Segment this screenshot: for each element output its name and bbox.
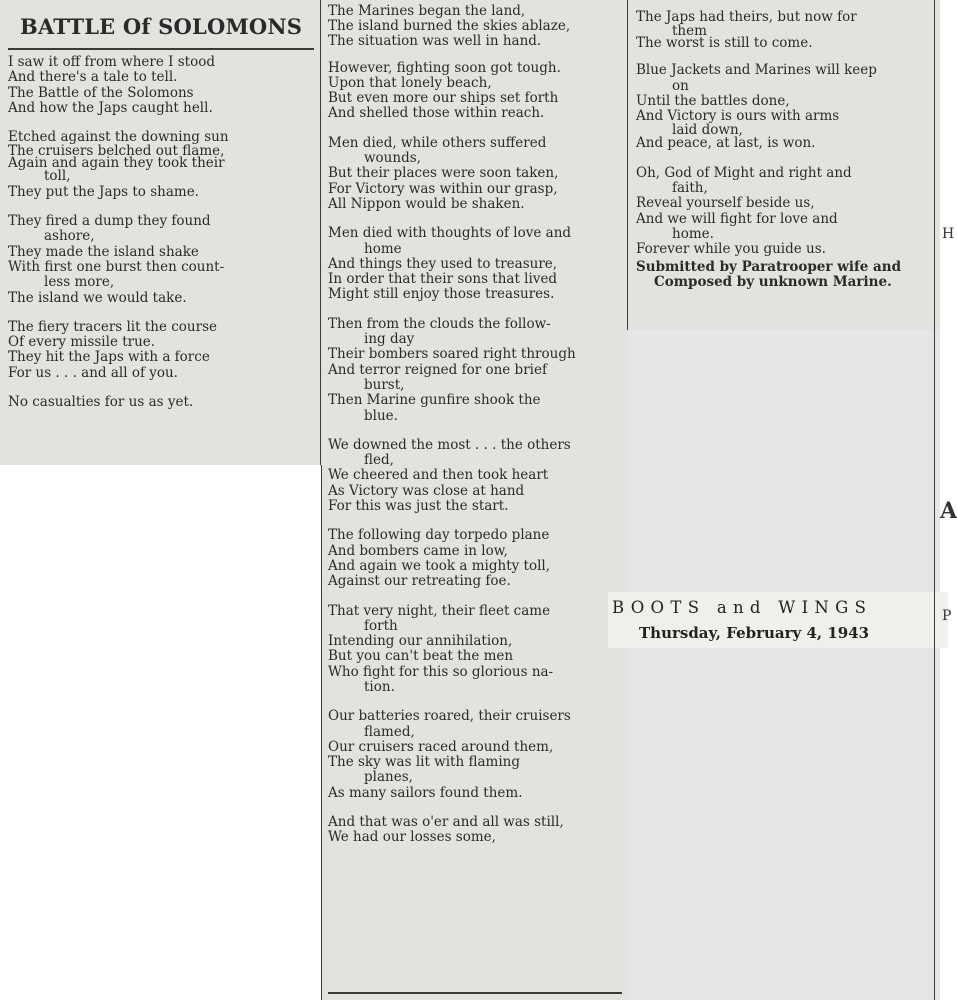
column-rule	[627, 0, 628, 330]
poem-column-1	[0, 0, 322, 465]
poem-line: I saw it off from where I stood	[8, 54, 216, 70]
poem-line: And that was o'er and all was still,	[328, 814, 564, 831]
poem-line: However, fighting soon got tough.	[328, 59, 561, 76]
poem-line: forth	[364, 617, 398, 634]
poem-line: Blue Jackets and Marines will keep	[636, 62, 877, 79]
poem-line: For us . . . and all of you.	[8, 364, 178, 381]
poem-line: And things they used to treasure,	[328, 255, 558, 272]
poem-line: Their bombers soared right through	[328, 346, 576, 363]
poem-line: Etched against the downing sun	[8, 129, 229, 146]
stanza	[328, 815, 576, 846]
poem-line: The cruisers belched out flame,	[8, 143, 225, 160]
newspaper-date: Thursday, February 4, 1943	[639, 624, 870, 642]
stanza	[8, 395, 229, 410]
poem-line: For Victory was within our grasp,	[328, 180, 558, 197]
column-3-text	[636, 10, 901, 290]
stanza	[328, 4, 576, 47]
poem-line: Forever while you guide us.	[636, 241, 826, 258]
poem-line: blue.	[364, 407, 398, 424]
stanza	[8, 130, 229, 200]
poem-line: We had our losses some,	[328, 829, 496, 846]
poem-line: Then Marine gunfire shook the	[328, 392, 541, 409]
poem-line: With first one burst then count-	[8, 258, 225, 275]
poem-line: The worst is still to come.	[636, 35, 813, 52]
poem-line: The Marines began the land,	[328, 3, 526, 19]
poem-line: That very night, their fleet came	[328, 602, 551, 619]
stanza	[636, 9, 901, 52]
stanza	[328, 438, 576, 514]
edge-letter: P	[942, 608, 952, 624]
stanza	[636, 166, 901, 258]
poem-line: Until the battles done,	[636, 92, 790, 109]
poem-line: The sky was lit with flaming	[328, 754, 520, 771]
poem-line: The fiery tracers lit the course	[8, 318, 217, 335]
stanza	[8, 320, 229, 381]
poem-line: Upon that lonely beach,	[328, 74, 492, 91]
poem-line: In order that their sons that lived	[328, 271, 558, 288]
stanza	[328, 604, 576, 696]
stanza	[328, 226, 576, 302]
poem-line: flamed,	[364, 723, 415, 740]
poem-line: toll,	[44, 168, 71, 185]
column-2-text	[328, 4, 576, 860]
credit-line: Composed by unknown Marine.	[654, 273, 892, 290]
stanza	[328, 136, 576, 212]
poem-line: All Nippon would be shaken.	[328, 195, 525, 212]
poem-line: And shelled those within reach.	[328, 105, 545, 122]
poem-line: Men died with thoughts of love and	[328, 225, 572, 242]
poem-line: And peace, at last, is won.	[636, 135, 816, 152]
stanza	[8, 55, 229, 116]
stanza	[636, 63, 901, 151]
poem-line: Might still enjoy those treasures.	[328, 286, 555, 303]
column-rule	[321, 465, 322, 1000]
poem-line: The island burned the skies ablaze,	[328, 18, 571, 35]
poem-line: They fired a dump they found	[8, 213, 211, 230]
poem-line: Oh, God of Might and right and	[636, 164, 852, 181]
poem-line: Of every missile true.	[8, 334, 156, 351]
poem-line: The Japs had theirs, but now for	[636, 9, 857, 25]
column-rule	[934, 0, 935, 1000]
poem-line: planes,	[364, 769, 413, 786]
column-1-text	[8, 55, 229, 424]
poem-line: But you can't beat the men	[328, 648, 514, 665]
poem-line: The island we would take.	[8, 289, 187, 306]
stanza	[328, 317, 576, 424]
column-rule	[320, 0, 321, 465]
poem-line: And there's a tale to tell.	[8, 69, 178, 86]
poem-title: BATTLE Of SOLOMONS	[20, 14, 303, 39]
poem-line: But even more our ships set forth	[328, 90, 559, 107]
poem-line: Men died, while others suffered	[328, 134, 547, 151]
poem-line: wounds,	[364, 150, 421, 167]
poem-line: As many sailors found them.	[328, 784, 523, 801]
poem-line: ing day	[364, 331, 415, 348]
poem-line: But their places were soon taken,	[328, 165, 559, 182]
poem-line: Who fight for this so glorious na-	[328, 663, 554, 680]
poem-line: less more,	[44, 274, 115, 291]
masthead-area	[628, 330, 940, 1000]
poem-line: The Battle of the Solomons	[8, 84, 194, 101]
poem-column-2	[322, 0, 628, 1000]
poem-line: And again we took a mighty toll,	[328, 557, 551, 574]
poem-line: We cheered and then took heart	[328, 467, 549, 484]
poem-line: Again and again they took their	[8, 155, 225, 172]
poem-line: Our cruisers raced around them,	[328, 738, 554, 755]
poem-line: Reveal yourself beside us,	[636, 195, 815, 212]
poem-line: No casualties for us as yet.	[8, 394, 194, 411]
stanza	[328, 61, 576, 122]
poem-line: They hit the Japs with a force	[8, 349, 210, 366]
poem-line: burst,	[364, 376, 405, 393]
poem-line: And we will fight for love and	[636, 210, 838, 227]
poem-line: We downed the most . . . the others	[328, 436, 571, 453]
poem-line: Intending our annihilation,	[328, 633, 513, 650]
poem-line: The situation was well in hand.	[328, 32, 542, 49]
poem-line: home	[364, 240, 402, 257]
title-rule	[8, 48, 314, 50]
poem-line: And how the Japs caught hell.	[8, 99, 213, 116]
stanza	[328, 709, 576, 801]
poem-line: And terror reigned for one brief	[328, 361, 547, 378]
poem-line: They made the island shake	[8, 243, 199, 260]
poem-line: And bombers came in low,	[328, 542, 508, 559]
poem-line: For this was just the start.	[328, 498, 509, 515]
poem-line: home.	[672, 225, 714, 242]
edge-letter: A	[940, 498, 957, 524]
poem-line: The following day torpedo plane	[328, 527, 550, 544]
poem-line: And Victory is ours with arms	[636, 108, 840, 125]
poem-line: Our batteries roared, their cruisers	[328, 708, 571, 725]
poem-line: As Victory was close at hand	[328, 482, 525, 499]
poem-credit	[636, 260, 901, 290]
poem-line: Then from the clouds the follow-	[328, 315, 551, 332]
newspaper-name: BOOTS and WINGS	[612, 598, 873, 617]
poem-line: fled,	[364, 452, 394, 469]
poem-line: They put the Japs to shame.	[8, 183, 199, 200]
stanza	[8, 214, 229, 306]
edge-letter: H	[942, 226, 955, 242]
poem-column-3	[628, 0, 940, 330]
stanza	[328, 528, 576, 589]
poem-line: ashore,	[44, 228, 95, 245]
poem-line: them	[672, 23, 707, 40]
poem-line: tion.	[364, 678, 395, 695]
poem-line: laid down,	[672, 122, 743, 139]
credit-line: Submitted by Paratrooper wife and	[636, 258, 902, 275]
poem-line: Against our retreating foe.	[328, 573, 511, 590]
poem-line: on	[672, 77, 689, 94]
column-end-rule	[328, 992, 622, 994]
poem-line: faith,	[672, 180, 708, 197]
